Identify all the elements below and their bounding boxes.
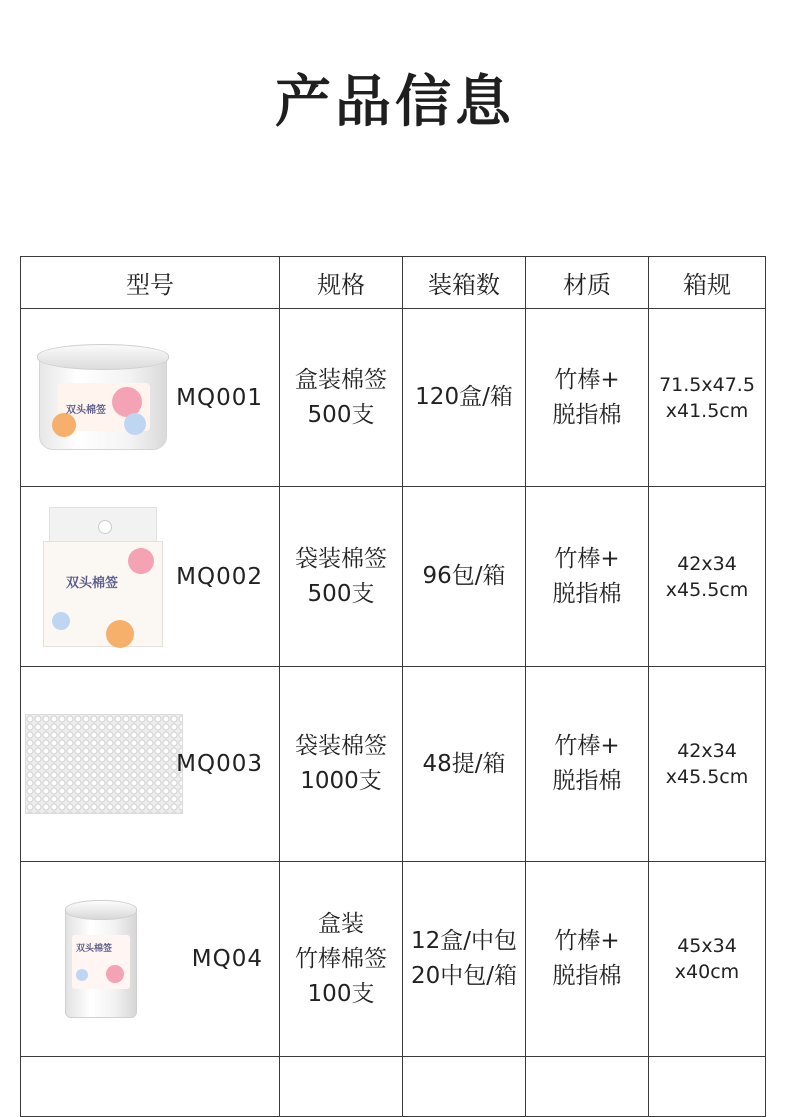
material-cell	[526, 862, 649, 1057]
table-row	[21, 309, 766, 487]
product-image-tub: 双头棉签	[37, 344, 167, 452]
material-text: 竹棒+ 脱指棉	[552, 366, 622, 428]
header-material: 材质	[526, 257, 649, 309]
material-cell	[526, 487, 649, 667]
spec-text: 袋装棉签 500支	[295, 545, 387, 607]
product-spec-table	[20, 256, 766, 1117]
model-code: MQ003	[176, 751, 263, 777]
box-size-text: 45x34 x40cm	[674, 935, 740, 983]
spec-cell	[280, 667, 403, 862]
box-size-cell	[649, 487, 766, 667]
model-cell	[21, 487, 280, 667]
model-cell	[21, 667, 280, 862]
box-size-text: 42x34 x45.5cm	[665, 552, 749, 601]
product-image-jar: 双头棉签	[65, 900, 135, 1018]
box-size-cell	[649, 309, 766, 487]
box-size-text: 71.5x47.5 x41.5cm	[659, 373, 755, 422]
material-text: 竹棒+ 脱指棉	[552, 733, 622, 794]
quantity-cell	[403, 487, 526, 667]
header-quantity: 装箱数	[403, 257, 526, 309]
quantity-text: 48提/箱	[422, 750, 506, 777]
table-header-row	[21, 257, 766, 309]
model-cell	[21, 862, 280, 1057]
product-image-bag: 双头棉签	[43, 507, 161, 647]
quantity-text: 120盒/箱	[415, 384, 513, 410]
box-size-cell	[649, 667, 766, 862]
table-row	[21, 487, 766, 667]
material-cell	[526, 667, 649, 862]
spec-cell	[280, 862, 403, 1057]
spec-text: 袋装棉签 1000支	[295, 733, 387, 794]
box-size-cell	[649, 862, 766, 1057]
material-cell	[526, 1057, 649, 1117]
model-cell	[21, 1057, 280, 1117]
table-row	[21, 667, 766, 862]
table-row	[21, 1057, 766, 1117]
box-size-text: 42x34 x45.5cm	[665, 740, 749, 788]
model-code: MQ001	[176, 384, 263, 411]
box-size-cell	[649, 1057, 766, 1117]
spec-text: 盒装 竹棒棉签 100支	[295, 910, 387, 1007]
quantity-text: 12盒/中包 20中包/箱	[410, 928, 517, 989]
quantity-cell	[403, 309, 526, 487]
product-image-flat-bag	[25, 714, 183, 814]
quantity-cell	[403, 862, 526, 1057]
spec-text: 盒装棉签 500支	[295, 366, 387, 428]
material-text: 竹棒+ 脱指棉	[552, 928, 622, 989]
header-model: 型号	[21, 257, 280, 309]
quantity-cell	[403, 667, 526, 862]
quantity-text: 96包/箱	[422, 563, 506, 589]
material-cell	[526, 309, 649, 487]
page-title: 产品信息	[275, 70, 515, 135]
model-cell	[21, 309, 280, 487]
material-text: 竹棒+ 脱指棉	[552, 545, 622, 607]
spec-cell	[280, 309, 403, 487]
quantity-cell	[403, 1057, 526, 1117]
table-row	[21, 862, 766, 1057]
header-box-size: 箱规	[649, 257, 766, 309]
spec-cell	[280, 487, 403, 667]
header-spec: 规格	[280, 257, 403, 309]
spec-cell	[280, 1057, 403, 1117]
model-code: MQ04	[191, 946, 263, 972]
model-code: MQ002	[176, 563, 263, 590]
